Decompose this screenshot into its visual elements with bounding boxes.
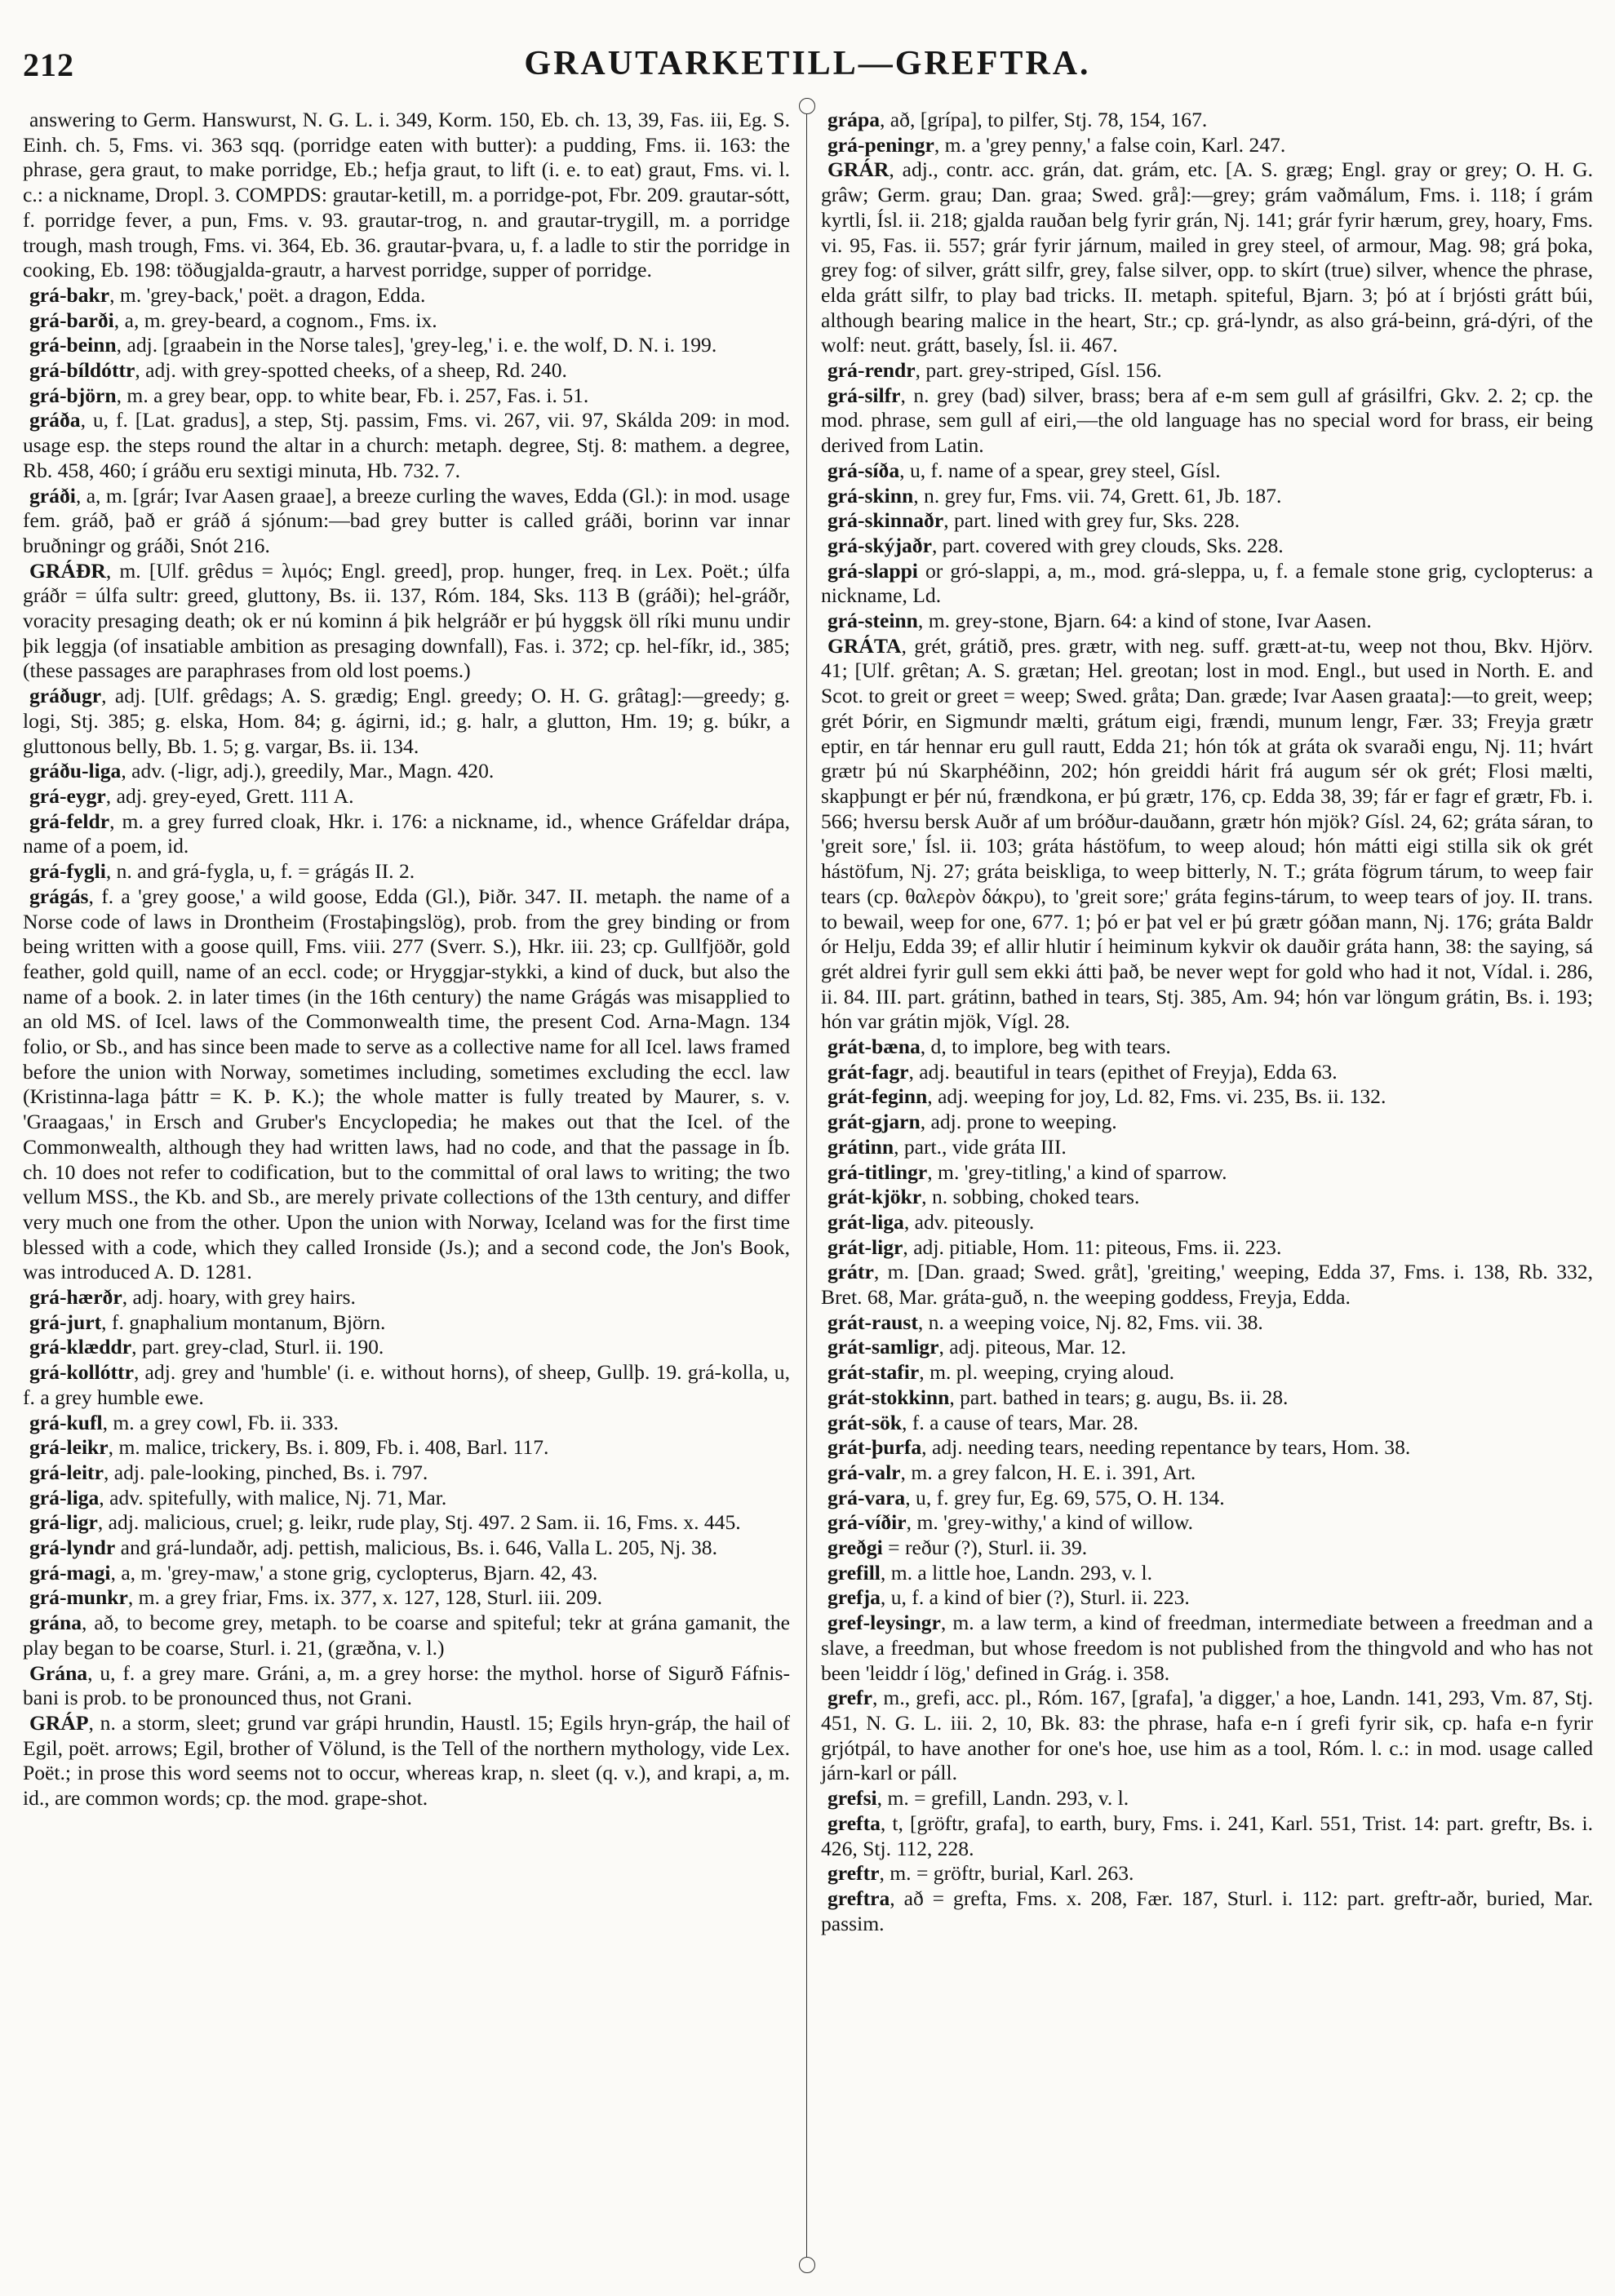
dictionary-entry [821, 1886, 1593, 1936]
dictionary-entry [23, 559, 790, 685]
dictionary-entry [821, 358, 1593, 383]
entry-definition: , m. malice, trickery, Bs. i. 809, Fb. i. 408, Barl. 117. [108, 1435, 549, 1460]
dictionary-entry [23, 809, 790, 859]
entry-headword: grát-feginn [827, 1084, 928, 1109]
dictionary-entry [23, 1310, 790, 1336]
entry-headword: gráðu-liga [29, 759, 122, 783]
entry-headword: grá-bíldóttr [29, 358, 135, 383]
dictionary-entry [821, 634, 1593, 1035]
entry-headword: grá-munkr [29, 1585, 128, 1610]
dictionary-entry [23, 759, 790, 784]
entry-definition: , n. grey fur, Fms. vii. 74, Grett. 61, Jb. 187. [913, 483, 1282, 508]
dictionary-entry [821, 1060, 1593, 1085]
entry-definition: = reður (?), Sturl. ii. 39. [882, 1536, 1088, 1560]
entry-headword: grá-kollóttr [29, 1360, 134, 1385]
dictionary-entry [821, 1235, 1593, 1261]
entry-definition: , m. = grefill, Landn. 293, v. l. [876, 1786, 1129, 1811]
entry-headword: greðgi [827, 1536, 883, 1560]
dictionary-entry [821, 1460, 1593, 1486]
dictionary-entry [23, 358, 790, 383]
entry-definition: , adj. grey and 'humble' (i. e. without horns), of sheep, Gullþ. 19. grá-kolla, u, f. a grey humble ewe. [23, 1360, 790, 1409]
entry-headword: grefsi [827, 1786, 877, 1811]
entry-definition: , u, f. grey fur, Eg. 69, 575, O. H. 134. [905, 1485, 1225, 1509]
dictionary-entry [821, 1411, 1593, 1436]
divider-bottom-ornament [799, 2257, 815, 2273]
entry-definition: , adj. hoary, with grey hairs. [122, 1285, 356, 1310]
dictionary-entry [23, 784, 790, 809]
entry-headword: grá-peningr [827, 132, 934, 157]
entry-definition: , u, f. a grey mare. Gráni, a, m. a grey horse: the mythol. horse of Sigurð Fáfnis-bani is prob. to be pronounced thus, not Grani. [23, 1660, 790, 1710]
right-column [821, 108, 1593, 1936]
entry-headword: grá-skinn [827, 483, 914, 508]
entry-definition: , adv. piteously. [903, 1209, 1035, 1234]
dictionary-entry [821, 108, 1593, 133]
dictionary-entry [23, 859, 790, 884]
entry-headword: grá-barði [29, 308, 114, 332]
dictionary-entry [23, 684, 790, 759]
entry-headword: grágás [29, 884, 89, 908]
dictionary-entry [821, 157, 1593, 358]
dictionary-entry [23, 333, 790, 358]
dictionary-entry [821, 1185, 1593, 1210]
dictionary-entry [23, 1585, 790, 1611]
entry-headword: grá-björn [29, 383, 117, 407]
entry-headword: grát-þurfa [827, 1435, 922, 1460]
entry-headword: grát-liga [827, 1209, 904, 1234]
entry-headword: grátr [827, 1260, 874, 1284]
dictionary-entry [821, 534, 1593, 559]
entry-definition: , að, to become grey, metaph. to be coarse and spiteful; tekr at grána gamanit, the play began to be coarse, Sturl. i. 21, (græðna, v. l.) [23, 1611, 790, 1660]
entry-definition: , að = grefta, Fms. x. 208, Fær. 187, Sturl. i. 112: part. greftr-aðr, buried, Mar. passim. [821, 1886, 1593, 1935]
entry-headword: grá-bakr [29, 282, 110, 307]
entry-definition: , adj. [Ulf. grêdags; A. S. grædig; Engl. greedy; O. H. G. grâtag]:—greedy; g. logi, Stj. 385; g. elska, Hom. 84; g. ágirni, id.; g. halr, a glutton, Hm. 19; g. búkr, a gluttonous belly, Bb. 1. 5; g. vargar, Bs. ii. 134. [23, 684, 790, 758]
dictionary-entry [821, 484, 1593, 509]
entry-definition: or gró-slappi, a, m., mod. grá-sleppa, u, f. a female stone grig, cyclopterus: a nickname, Ld. [821, 558, 1593, 608]
entry-headword: GRÁP [29, 1711, 89, 1735]
entry-definition: , m. a little hoe, Landn. 293, v. l. [880, 1560, 1153, 1585]
entry-definition: , n. and grá-fygla, u, f. = grágás II. 2. [105, 859, 415, 884]
entry-definition: , adj. prone to weeping. [920, 1110, 1117, 1134]
dictionary-entry [23, 1411, 790, 1436]
entry-headword: grá-klæddr [29, 1335, 132, 1359]
entry-headword: grá-leikr [29, 1435, 109, 1460]
dictionary-entry [821, 1135, 1593, 1160]
column-divider [806, 106, 807, 2260]
entry-headword: gráði [29, 483, 76, 508]
entry-headword: gráðugr [29, 684, 102, 708]
dictionary-entry [821, 1035, 1593, 1060]
entry-definition: , a, m. grey-beard, a cognom., Fms. ix. [113, 308, 437, 332]
entry-definition: , adj. pale-looking, pinched, Bs. i. 797. [103, 1460, 428, 1484]
entry-definition: , adv. spitefully, with malice, Nj. 71, Mar. [99, 1485, 447, 1509]
dictionary-entry [821, 1536, 1593, 1561]
entry-headword: grá-kufl [29, 1410, 103, 1434]
entry-definition: and grá-lundaðr, adj. pettish, malicious, Bs. i. 646, Valla L. 205, Nj. 38. [115, 1536, 717, 1560]
entry-headword: GRÁÐR [29, 558, 106, 583]
entry-headword: grá-ligr [29, 1510, 98, 1535]
dictionary-entry [821, 1611, 1593, 1686]
entry-definition: , m. a grey bear, opp. to white bear, Fb. i. 257, Fas. i. 51. [116, 383, 589, 407]
entry-definition: , adj. [graabein in the Norse tales], 'grey-leg,' i. e. the wolf, D. N. i. 199. [116, 333, 717, 357]
entry-definition: , adj. malicious, cruel; g. leikr, rude play, Stj. 497. 2 Sam. ii. 16, Fms. x. 445. [97, 1510, 741, 1535]
entry-definition: , part. covered with grey clouds, Sks. 228. [931, 533, 1284, 557]
dictionary-entry [23, 1460, 790, 1486]
dictionary-entry [821, 1786, 1593, 1811]
entry-headword: grá-slappi [827, 558, 918, 583]
dictionary-entry [23, 1335, 790, 1360]
entry-headword: grá-leitr [29, 1460, 104, 1484]
entry-definition: , n. grey (bad) silver, brass; bera af e-m sem gull af grásilfri, Gkv. 2. 2; cp. the mod. phrase, sem gull af eiri,—the old language has no special word for brass, eir being derived from Latin. [821, 383, 1593, 458]
divider-top-ornament [799, 98, 815, 114]
dictionary-entry [821, 1510, 1593, 1536]
entry-headword: grá-fygli [29, 859, 106, 884]
page-number: 212 [23, 47, 74, 83]
entry-headword: grá-liga [29, 1485, 100, 1509]
dictionary-entry [23, 383, 790, 409]
entry-headword: Grána [29, 1660, 88, 1685]
entry-headword: grá-lyndr [29, 1536, 116, 1560]
dictionary-entry [23, 283, 790, 308]
entry-definition: , f. a 'grey goose,' a wild goose, Edda (Gl.), Þiðr. 347. II. metaph. the name of a Norse code of laws in Drontheim (Frostaþingslög), prob. from the grey binding or from being written with a goose quill, Fms. viii. 277 (Sverr. S.), Hkr. iii. 23; cp. Gullfjöðr, gold feather, gold quill, name of an eccl. code; or Hryggjar-stykki, a kind of duck, but also the name of a book. 2. in later times (in the 16th century) the name Grágás was misapplied to an old MS. of Icel. laws of the Commonwealth time, the present Cod. Arna-Magn. 134 folio, or Sb., and has since been made to serve as a collective name for all Icel. laws framed before the union with Norway, sometimes including, sometimes excluding the eccl. law (Kristinna-laga þáttr = K. Þ. K.); the whole matter is fully treated by Maurer, s. v. 'Graagaas,' in Ersch and Gruber's Encyclopedia; he makes out that the Icel. of the Commonwealth, although they had written laws, had no code, and that the passage in Íb. ch. 10 does not refer to codification, but to the committal of oral laws to writing; the two vellum MSS., the Kb. and Sb., are merely private collections of the 13th century, and differ very much one from the other. Upon the union with Norway, Iceland was for the first time blessed with a code, which they called Ironside (Js.); and a second code, the Jon's Book, was introduced A. D. 1281. [23, 884, 790, 1284]
entry-definition: , m. 'grey-titling,' a kind of sparrow. [927, 1159, 1227, 1184]
entry-definition: , adj. piteous, Mar. 12. [938, 1335, 1127, 1359]
dictionary-entry [23, 1510, 790, 1536]
entry-headword: grefja [827, 1585, 881, 1610]
entry-headword: grá-skinnaðr [827, 508, 944, 533]
entry-definition: , m. a grey friar, Fms. ix. 377, x. 127, 128, Sturl. iii. 209. [127, 1585, 603, 1610]
dictionary-entry [23, 108, 790, 283]
entry-definition: , n. a weeping voice, Nj. 82, Fms. vii. 38. [917, 1310, 1263, 1334]
dictionary-entry [821, 1084, 1593, 1110]
entry-headword: grá-silfr [827, 383, 901, 407]
dictionary-entry [821, 1811, 1593, 1861]
entry-headword: grát-stafir [827, 1360, 920, 1385]
entry-definition: , m. pl. weeping, crying aloud. [919, 1360, 1175, 1385]
entry-definition: , adv. (-ligr, adj.), greedily, Mar., Magn. 420. [121, 759, 495, 783]
entry-definition: , m. [Ulf. grêdus = λιμός; Engl. greed], prop. hunger, freq. in Lex. Poët.; úlfa gráðr = úlfa sultr: greed, gluttony, Bs. ii. 137, Róm. 184, Sks. 113 B (gráði); hel-gráðr, voracity presaging death; ok er nú kominn á þik helgráðr er þú hyggsk öll ríki munu undir þik leggja (of insatiable ambition as presaging downfall), Fas. i. 372; cp. hel-fíkr, id., 385; (these passages are paraphrases from old lost poems.) [23, 558, 790, 683]
entry-headword: grát-raust [827, 1310, 918, 1334]
entry-definition: , m. a grey cowl, Fb. ii. 333. [102, 1410, 339, 1434]
entry-definition: , m., grefi, acc. pl., Róm. 167, [grafa], 'a digger,' a hoe, Landn. 141, 293, Vm. 87, Stj. 451, N. G. L. iii. 2, 10, Bk. 83: the phrase, hafa e-n í grefi fyrir sik, cp. hafa e-n fyrir grjótpál, to have another for one's hoe, use him as a tool, Róm. l. c.: in mod. usage called járn-karl or páll. [821, 1686, 1593, 1785]
entry-headword: grá-magi [29, 1560, 111, 1585]
entry-definition: , a, m. 'grey-maw,' a stone grig, cyclopterus, Bjarn. 42, 43. [110, 1560, 598, 1585]
dictionary-entry [23, 1360, 790, 1410]
entry-headword: grá-víðir [827, 1510, 907, 1535]
entry-definition: , n. sobbing, choked tears. [921, 1185, 1140, 1209]
entry-definition: , part. grey-striped, Gísl. 156. [915, 358, 1162, 383]
dictionary-entry [23, 1435, 790, 1460]
entry-headword: grefill [827, 1560, 881, 1585]
dictionary-entry [23, 484, 790, 559]
dictionary-entry [821, 1110, 1593, 1135]
entry-definition: , grét, grátið, pres. grætr, with neg. suff. grætt-at-tu, weep not thou, Bkv. Hjörv. 41; [Ulf. grêtan; A. S. grætan; Hel. greotan; lost in mod. Engl., but used in North. E. and Scot. to greit or greet = weep; Swed. gråta; Dan. græde; Ivar Aasen graata]:—to greit, weep; grét Þórir, en Sigmundr mælti, grátum eigi, frændi, munum lengr, Fær. 33; Freyja grætr eptir, en tár hennar eru gull rautt, Edda 21; hón tók at gráta ok svaraði engu, Nj. 11; hvárt grætr þú nú Skarphéðinn, 202; hón greiddi hárit frá augum sér ok grét; Flosi mælti, skapþungt er þér nú, frændkona, er þú grætr, 176, cp. Edda 38, 39; fár er fagr ef grætr, Fb. i. 566; hversu bersk Auðr af um bróður-dauðann, grætr hón mjök? Gísl. 24, 62; gráta sáran, to 'greit sore,' Ísl. ii. 103; gráta hástöfum, to weep aloud; hón mátti eigi stilla sik ok grét hástöfum, Nj. 27; gráta beiskliga, to weep bitterly, N. T.; gráta fögrum tárum, to weep fair tears (cp. θαλερὸν δάκρυ), to 'greit sore;' gráta fegins-tárum, to weep tears of joy. II. trans. to bewail, weep for one, 677. 1; þó er þat vel er þú grætr góðan mann, Nj. 176; gráta Baldr ór Helju, Edda 39; ef allir hlutir í heiminum kykvir ok dauðir gráta hann, 38: the saying, sá grét aldrei fyrir gull sem ekki átti það, be never wept for gold who had it not, Vídal. i. 286, ii. 84. III. part. grátinn, bathed in tears, Stj. 385, Am. 94; hón var löngum grátin, Bs. i. 193; hón var grátin mjök, Vígl. 28. [821, 633, 1593, 1034]
entry-headword: grát-fagr [827, 1059, 909, 1084]
dictionary-entry [821, 1486, 1593, 1511]
entry-definition: , t, [gröftr, grafa], to earth, bury, Fms. i. 241, Karl. 551, Trist. 14: part. greftr, Bs. i. 426, Stj. 112, 228. [821, 1811, 1593, 1860]
entry-headword: gráða [29, 408, 81, 432]
entry-headword: greftra [827, 1886, 890, 1910]
dictionary-entry [23, 1561, 790, 1586]
entry-headword: grá-feldr [29, 809, 110, 833]
entry-definition: , part. lined with grey fur, Sks. 228. [943, 508, 1240, 533]
dictionary-entry [821, 1561, 1593, 1586]
entry-headword: grát-kjökr [827, 1185, 922, 1209]
entry-definition: , adj. weeping for joy, Ld. 82, Fms. vi. 235, Bs. ii. 132. [927, 1084, 1387, 1109]
dictionary-entry [821, 1260, 1593, 1310]
entry-definition: , að, [grípa], to pilfer, Stj. 78, 154, 167. [879, 108, 1208, 131]
entry-definition: , part. grey-clad, Sturl. ii. 190. [131, 1335, 384, 1359]
dictionary-entry [23, 1711, 790, 1811]
entry-headword: grá-síða [827, 458, 900, 482]
dictionary-entry [821, 1385, 1593, 1411]
dictionary-entry [821, 609, 1593, 634]
entry-definition: , m. a law term, a kind of freedman, intermediate between a freedman and a slave, a freedman, but whose freedom is not published from the thingvold and who has not been 'leiddr í lög,' defined in Grág. i. 358. [821, 1611, 1593, 1685]
entry-headword: grá-eygr [29, 783, 106, 808]
entry-headword: grát-stokkinn [827, 1385, 950, 1409]
entry-definition: , adj. pitiable, Hom. 11: piteous, Fms. ii. 223. [903, 1234, 1282, 1259]
dictionary-entry [23, 1486, 790, 1511]
dictionary-entry [821, 508, 1593, 534]
entry-definition: , part. bathed in tears; g. augu, Bs. ii. 28. [949, 1385, 1289, 1409]
entry-headword: gref-leysingr [827, 1611, 941, 1635]
entry-headword: grá-titlingr [827, 1159, 928, 1184]
dictionary-entry [23, 408, 790, 483]
entry-definition: , m. grey-stone, Bjarn. 64: a kind of stone, Ivar Aasen. [917, 609, 1372, 633]
entry-headword: grát-gjarn [827, 1110, 921, 1134]
entry-headword: GRÁR [827, 157, 890, 182]
entry-definition: , m. a grey furred cloak, Hkr. i. 176: a nickname, id., whence Gráfeldar drápa, name of a poem, id. [23, 809, 790, 858]
dictionary-entry [821, 1435, 1593, 1460]
entry-headword: grát-samligr [827, 1335, 939, 1359]
entry-definition: , m. 'grey-back,' poët. a dragon, Edda. [109, 282, 426, 307]
entry-headword: grá-skýjaðr [827, 533, 932, 557]
dictionary-entry [821, 559, 1593, 609]
entry-headword: greftr [827, 1861, 880, 1886]
dictionary-entry [821, 1210, 1593, 1235]
entry-definition: , a, m. [grár; Ivar Aasen graae], a breeze curling the waves, Edda (Gl.): in mod. usage fem. gráð, það er gráð á sjónum:—bad grey butter is called gráði, borinn var innar bruðningr og gráði, Snót 216. [23, 483, 790, 557]
entry-headword: grá-vara [827, 1485, 906, 1509]
entry-definition: , u, f. name of a spear, grey steel, Gísl. [899, 458, 1221, 482]
entry-headword: grá-beinn [29, 333, 117, 357]
dictionary-entry [821, 1310, 1593, 1336]
entry-definition: , m. [Dan. graad; Swed. gråt], 'greiting,' weeping, Edda 37, Fms. i. 138, Rb. 332, Bret. 68, Mar. gráta-guð, n. the weeping goddess, Freyja, Edda. [821, 1260, 1593, 1310]
entry-headword: grát-bæna [827, 1035, 921, 1059]
dictionary-entry [821, 383, 1593, 459]
dictionary-entry [23, 1285, 790, 1310]
dictionary-entry [23, 308, 790, 334]
dictionary-entry [23, 884, 790, 1285]
entry-headword: grá-hærðr [29, 1285, 122, 1310]
entry-definition: , d, to implore, beg with tears. [920, 1035, 1171, 1059]
dictionary-entry [821, 1861, 1593, 1886]
dictionary-entry [821, 1585, 1593, 1611]
dictionary-entry [821, 1160, 1593, 1186]
entry-definition: , f. gnaphalium montanum, Björn. [101, 1310, 386, 1334]
entry-headword: GRÁTA [827, 633, 902, 658]
entry-definition: , m. = gröftr, burial, Karl. 263. [879, 1861, 1134, 1886]
entry-headword: grá-steinn [827, 609, 918, 633]
dictionary-entry [821, 133, 1593, 158]
dictionary-entry [821, 1686, 1593, 1786]
entry-definition: , adj. needing tears, needing repentance by tears, Hom. 38. [921, 1435, 1411, 1460]
entry-definition: , u, f. [Lat. gradus], a step, Stj. passim, Fms. vi. 267, vii. 97, Skálda 209: in mod. usage esp. the steps round the altar in a church: metaph. degree, Stj. 8: mathem. a degree, Rb. 458, 460; í gráðu eru sextigi minuta, Hb. 732. 7. [23, 408, 790, 482]
entry-definition: , part., vide gráta III. [894, 1134, 1067, 1159]
dictionary-entry [821, 459, 1593, 484]
entry-definition: , f. a cause of tears, Mar. 28. [902, 1410, 1138, 1434]
entry-headword: grefta [827, 1811, 881, 1835]
dictionary-entry [23, 1661, 790, 1711]
entry-definition: , adj., contr. acc. grán, dat. grám, etc. [A. S. græg; Engl. gray or grey; O. H. G. grâw; Germ. grau; Dan. graa; Swed. grå]:—grey; grám vaðmálum, Fms. i. 118; í grám kyrtli, Ísl. ii. 218; gjalda rauðan belg fyrir grán, Nj. 141; grár fyrir hærum, grey, hoary, Fms. vi. 95, Fas. ii. 557; grár fyrir járnum, mailed in grey steel, of armour, Mag. 98; grá þoka, grey fog: of silver, grátt silfr, grey, false silver, opp. to skírt (true) silver, whence the phrase, elda grátt silfr, to play bad tricks. II. metaph. spiteful, Bjarn. 3; þó at í brjósti grátt búi, although bearing malice in the heart, Str.; cp. grá-lyndr, as also grá-beinn, grá-dýri, of the wolf: neut. grátt, basely, Ísl. ii. 467. [821, 157, 1593, 357]
entry-definition: , u, f. a kind of bier (?), Sturl. ii. 223. [880, 1585, 1190, 1610]
entry-headword: grá-valr [827, 1460, 901, 1484]
left-column [23, 108, 790, 1811]
entry-definition: , m. 'grey-withy,' a kind of willow. [906, 1510, 1194, 1535]
entry-headword: grát-ligr [827, 1234, 903, 1259]
entry-definition: answering to Germ. Hanswurst, N. G. L. i. 349, Korm. 150, Eb. ch. 13, 39, Fas. iii, Eg. S. Einh. ch. 5, Fms. vi. 363 sqq. (porridge eaten with butter): a pudding, Fms. ii. 163: the phrase, gera graut, to make porridge, Eb.; hefja graut, to lift (i. e. to eat) graut, Fms. vi. l. c.: a nickname, Dropl. 3. COMPDS: grautar-ketill, m. a porridge-pot, Fbr. 209. grautar-sótt, f. porridge fever, a pun, Fms. v. 93. grautar-trog, n. and grautar-trygill, m. a porridge trough, mash trough, Fms. vi. 364, Eb. 36. grautar-þvara, u, f. a ladle to stir the porridge in cooking, Eb. 198: töðugjalda-grautr, a harvest porridge, supper of porridge. [23, 108, 790, 282]
entry-definition: , adj. grey-eyed, Grett. 111 A. [105, 783, 354, 808]
dictionary-entry [23, 1611, 790, 1660]
entry-headword: grát-sök [827, 1410, 902, 1434]
entry-definition: , adj. beautiful in tears (epithet of Freyja), Edda 63. [908, 1059, 1338, 1084]
entry-definition: , m. a 'grey penny,' a false coin, Karl. 247. [934, 132, 1286, 157]
entry-definition: , m. a grey falcon, H. E. i. 391, Art. [900, 1460, 1196, 1484]
dictionary-entry [821, 1335, 1593, 1360]
entry-headword: grápa [827, 108, 880, 131]
entry-headword: grátinn [827, 1134, 894, 1159]
entry-headword: grefr [827, 1686, 872, 1710]
entry-definition: , adj. with grey-spotted cheeks, of a sheep, Rd. 240. [135, 358, 567, 383]
dictionary-entry [821, 1360, 1593, 1385]
dictionary-entry [23, 1536, 790, 1561]
entry-headword: grá-jurt [29, 1310, 102, 1334]
entry-headword: grá-rendr [827, 358, 916, 383]
entry-headword: grána [29, 1611, 82, 1635]
running-title: GRAUTARKETILL—GREFTRA. [524, 45, 1091, 82]
entry-definition: , n. a storm, sleet; grund var grápi hrundin, Haustl. 15; Egils hryn-gráp, the hail of Egil, poët. arrows; Egil, brother of Völund, is the Tell of the northern mythology, vide Lex. Poët.; in prose this word seems not to occur, whereas krap, n. sleet (q. v.), and krapi, a, m. id., are common words; cp. the mod. grape-shot. [23, 1711, 790, 1811]
